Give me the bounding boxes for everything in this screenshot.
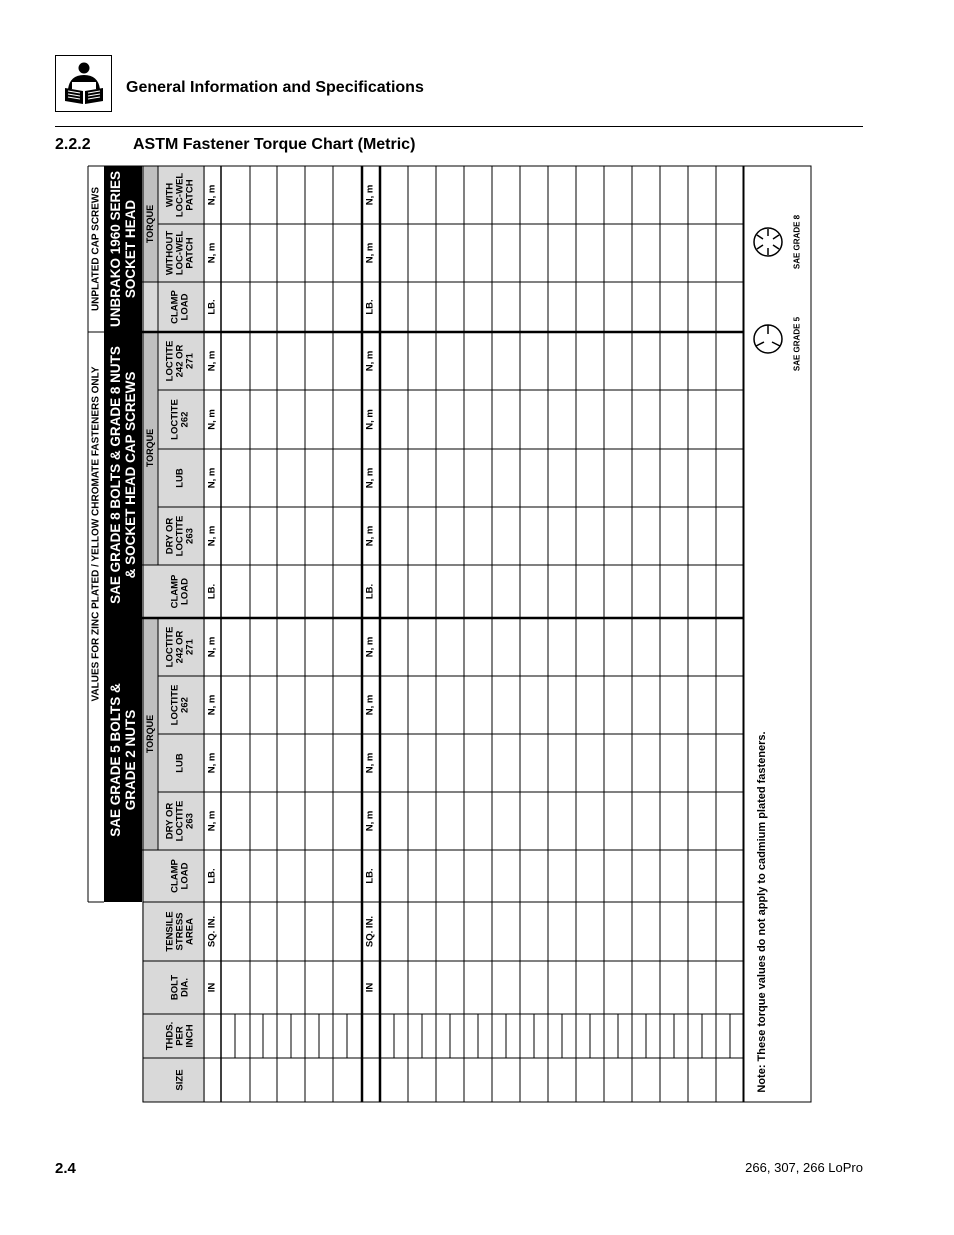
unit-label: N, m (364, 242, 376, 264)
unit-label: SQ. IN. (206, 915, 218, 948)
torque-label-unbrako: TORQUE (145, 204, 155, 244)
unit-label: N, m (364, 525, 376, 547)
header-loctite-262: 262 (179, 697, 191, 713)
header-dry-loctite-263: 263 (184, 528, 196, 544)
unit-label: N, m (206, 350, 218, 372)
header-loctite-242-271: 242 OR (174, 344, 186, 378)
header-clamp-load: LOAD (179, 293, 191, 321)
chart-frame (143, 166, 811, 1102)
unit-label: N, m (206, 242, 218, 264)
unit-label: LB. (206, 299, 218, 315)
header-tensile-area: STRESS (174, 912, 186, 951)
grade8-title: SAE GRADE 8 BOLTS & GRADE 8 NUTS (108, 346, 123, 604)
unit-label: SQ. IN. (364, 915, 376, 948)
header-dry-loctite-263: DRY OR (164, 802, 176, 840)
unit-label: N, m (206, 525, 218, 547)
unit-label: N, m (206, 694, 218, 716)
header-lub: LUB (174, 468, 186, 488)
header-loctite-262: 262 (179, 411, 191, 428)
unit-label: N, m (206, 810, 218, 832)
header-loctite-242-271: 271 (184, 639, 196, 655)
header-without-locwel: LOC-WEL (174, 230, 186, 276)
unit-label: LB. (206, 868, 218, 884)
unit-label: N, m (364, 636, 376, 658)
page-number: 2.4 (55, 1160, 76, 1177)
unit-label: N, m (206, 636, 218, 658)
header-title: General Information and Specifications (126, 79, 424, 96)
header-loctite-242-271: 242 OR (174, 630, 186, 664)
model-numbers: 266, 307, 266 LoPro (745, 1160, 863, 1175)
unit-label: LB. (206, 583, 218, 600)
unit-label: N, m (206, 409, 218, 430)
header-loctite-262: LOCTITE (169, 399, 181, 440)
header-tensile-area: AREA (184, 918, 196, 945)
sae-grade5-label: SAE GRADE 5 (792, 316, 802, 372)
header-without-locwel: WITHOUT (164, 230, 176, 276)
header-loctite-262: LOCTITE (169, 684, 181, 726)
grade5-title: SAE GRADE 5 BOLTS & (108, 683, 123, 837)
unit-label: N, m (364, 810, 376, 832)
header-loctite-242-271: LOCTITE (164, 626, 176, 668)
header-dry-loctite-263: DRY OR (164, 517, 176, 555)
unbrako-title: SOCKET HEAD (123, 199, 138, 299)
sae-grade8-icon (754, 228, 782, 256)
unit-label: N, m (364, 184, 376, 206)
unit-label: N, m (364, 409, 376, 430)
header-with-locwel: WITH (164, 182, 176, 208)
header-with-locwel: LOC-WEL (174, 172, 186, 218)
header-clamp-load: CLAMP (169, 859, 181, 893)
header-dry-loctite-263: 263 (184, 813, 196, 829)
unit-label: N, m (364, 467, 376, 489)
unit-label: IN (206, 982, 218, 993)
torque-label-grade5: TORQUE (145, 714, 155, 754)
header-without-locwel: PATCH (184, 237, 196, 269)
unit-label: N, m (206, 752, 218, 774)
grade8-title: & SOCKET HEAD CAP SCREWS (123, 371, 138, 579)
header-with-locwel: PATCH (184, 179, 196, 211)
header-clamp-load: LOAD (179, 578, 191, 605)
header-threads-per-inch: INCH (184, 1024, 196, 1048)
grade5-title: GRADE 2 NUTS (123, 709, 138, 811)
unit-label: LB. (364, 299, 376, 315)
header-size: SIZE (174, 1069, 186, 1091)
header-clamp-load: CLAMP (169, 290, 181, 324)
header-clamp-load: CLAMP (169, 574, 181, 609)
unit-label: LB. (364, 868, 376, 884)
unit-label: N, m (364, 350, 376, 372)
header-bolt-dia: DIA. (179, 978, 191, 997)
header-threads-per-inch: PER (174, 1026, 186, 1046)
header-loctite-242-271: LOCTITE (164, 340, 176, 382)
zinc-plated-banner: VALUES FOR ZINC PLATED / YELLOW CHROMATE FASTENERS ONLY (90, 366, 102, 702)
header-threads-per-inch: THDS. (164, 1021, 176, 1051)
unit-label: N, m (364, 694, 376, 716)
header-dry-loctite-263: LOCTITE (174, 515, 186, 557)
header-loctite-242-271: 271 (184, 353, 196, 369)
unit-label: N, m (206, 184, 218, 206)
unit-label: N, m (364, 752, 376, 774)
header-bolt-dia: BOLT (169, 974, 181, 1001)
note-text: Note: These torque values do not apply to cadmium plated fasteners. (756, 731, 768, 1093)
unit-label: N, m (206, 467, 218, 489)
section-number: 2.2.2 (55, 136, 91, 153)
section-title: ASTM Fastener Torque Chart (Metric) (133, 136, 416, 153)
header-dry-loctite-263: LOCTITE (174, 800, 186, 842)
torque-label-grade8: TORQUE (145, 428, 155, 468)
sae-grade5-icon (754, 325, 782, 353)
unplated-banner: UNPLATED CAP SCREWS (90, 186, 102, 312)
header-lub: LUB (174, 753, 186, 773)
sae-grade8-label: SAE GRADE 8 (792, 214, 802, 270)
unit-label: LB. (364, 583, 376, 600)
unit-label: IN (364, 982, 376, 993)
unbrako-title: UNBRAKO 1960 SERIES (108, 170, 123, 328)
header-clamp-load: LOAD (179, 862, 191, 890)
header-tensile-area: TENSILE (164, 911, 176, 952)
